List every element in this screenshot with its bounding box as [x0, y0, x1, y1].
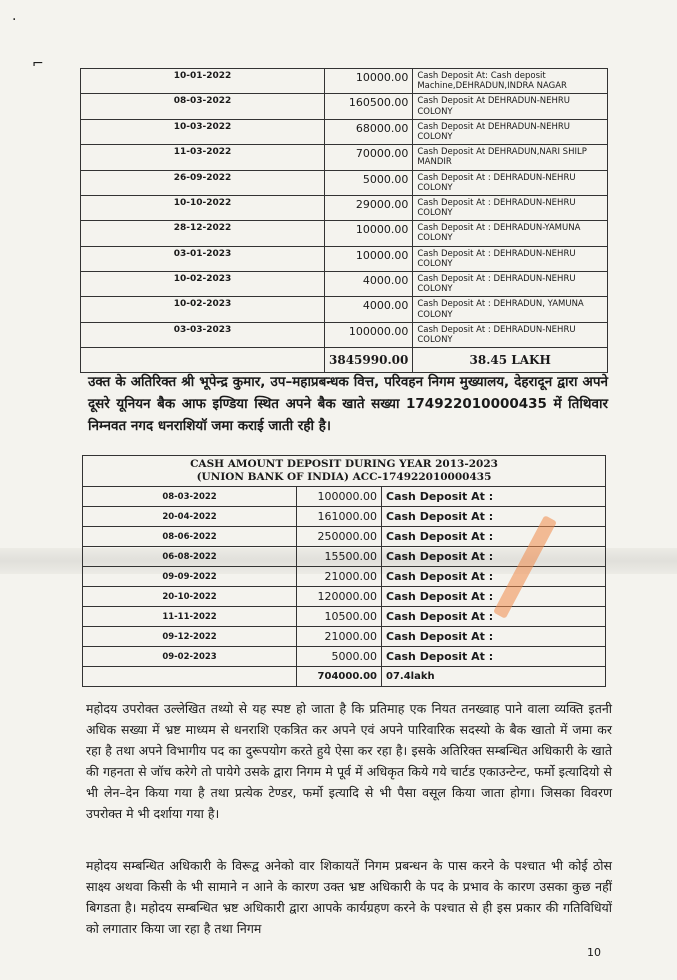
deposit-description: Cash Deposit At :: [382, 587, 606, 607]
page-number: 10: [587, 946, 601, 959]
deposit-amount: 21000.00: [297, 627, 382, 647]
deposit-date: 10-02-2023: [81, 297, 325, 322]
deposit-date: 11-11-2022: [83, 607, 297, 627]
deposit-date: 08-06-2022: [83, 527, 297, 547]
deposit-amount: 10000.00: [325, 246, 413, 271]
table-row: [81, 170, 608, 195]
deposit-description: Cash Deposit At : DEHRADUN-NEHRU COLONY: [413, 195, 608, 220]
deposit-description: Cash Deposit At :: [382, 627, 606, 647]
total-row: [83, 667, 606, 687]
deposit-description: Cash Deposit At : DEHRADUN-YAMUNA COLONY: [413, 221, 608, 246]
deposit-amount: 15500.00: [297, 547, 382, 567]
deposit-date: 06-08-2022: [83, 547, 297, 567]
deposit-date: 20-04-2022: [83, 507, 297, 527]
deposit-date: 10-01-2022: [81, 69, 325, 94]
table-row: [83, 587, 606, 607]
deposit-description: Cash Deposit At :: [382, 487, 606, 507]
deposit-description: Cash Deposit At DEHRADUN-NEHRU COLONY: [413, 94, 608, 119]
deposit-amount: 10000.00: [325, 221, 413, 246]
deposit-description: Cash Deposit At : DEHRADUN-NEHRU COLONY: [413, 246, 608, 271]
table-row: [83, 507, 606, 527]
deposit-date: 08-03-2022: [83, 487, 297, 507]
table-row: [81, 94, 608, 119]
deposit-description: Cash Deposit At DEHRADUN-NEHRU COLONY: [413, 119, 608, 144]
total-lakh: 07.4lakh: [382, 667, 606, 687]
deposit-amount: 70000.00: [325, 145, 413, 170]
deposit-date: 20-10-2022: [83, 587, 297, 607]
deposit-date: 09-09-2022: [83, 567, 297, 587]
deposit-date: 28-12-2022: [81, 221, 325, 246]
table2-heading: CASH AMOUNT DEPOSIT DURING YEAR 2013-2023 (UNION BANK OF INDIA) ACC-174922010000435: [83, 456, 606, 487]
deposit-amount: 29000.00: [325, 195, 413, 220]
deposit-amount: 100000.00: [297, 487, 382, 507]
deposit-description: Cash Deposit At :: [382, 647, 606, 667]
table-row: [83, 527, 606, 547]
total-lakh: 38.45 LAKH: [413, 348, 608, 373]
total-row: [81, 348, 608, 373]
table-row: [81, 119, 608, 144]
table-row: [81, 145, 608, 170]
deposit-amount: 10500.00: [297, 607, 382, 627]
deposit-amount: 21000.00: [297, 567, 382, 587]
table-row: [81, 272, 608, 297]
scan-mark: ·: [12, 12, 17, 28]
table-row: [83, 627, 606, 647]
deposit-amount: 10000.00: [325, 69, 413, 94]
deposit-amount: 5000.00: [297, 647, 382, 667]
deposit-description: Cash Deposit At :: [382, 607, 606, 627]
deposit-date: 03-03-2023: [81, 322, 325, 347]
deposit-description: Cash Deposit At : DEHRADUN-NEHRU COLONY: [413, 322, 608, 347]
deposit-amount: 4000.00: [325, 297, 413, 322]
deposit-amount: 250000.00: [297, 527, 382, 547]
deposit-date: 11-03-2022: [81, 145, 325, 170]
deposit-date: 10-03-2022: [81, 119, 325, 144]
analysis-paragraph: महोदय उपरोक्त उल्लेखित तथ्यो से यह स्पष्ट हो जाता है कि प्रतिमाह एक नियत तनख्वाह पाने वाला व्यक्ति इतनी अधिक सख्या में भ्रष्ट माध्यम से धनराशि एकत्रित कर अपने एवं अपने पारिवारिक सदस्यो के बैक खातो में जमा कर रहा है तथा अपने विभागीय पद का दुरूपयोग करते हुये ऐसा कर रहा है। इसके अतिरिक्त सम्बन्धित अधिकारी के खाते की गहनता से जॉच करेगे तो पायेगे उसके द्वारा निगम मे पूर्व में अधिकृत किये गये चार्टड एकाउन्टेन्ट, फर्मो इत्यादियो से भी लेन–देन किया गया है तथा प्रत्येक टेण्डर, फर्मो इत्यादि से भी पैसा वसूल किया जाता होगा। जिसका विवरण उपरोक्त मे भी दर्शाया गया है।: [86, 701, 612, 821]
deposit-date: 08-03-2022: [81, 94, 325, 119]
deposit-amount: 120000.00: [297, 587, 382, 607]
deposit-description: Cash Deposit At :: [382, 507, 606, 527]
deposit-amount: 100000.00: [325, 322, 413, 347]
deposit-description: Cash Deposit At: Cash deposit Machine,DEHRADUN,INDRA NAGAR: [413, 69, 608, 94]
intro-paragraph: उक्त के अतिरिक्त श्री भूपेन्द्र कुमार, उप–महाप्रबन्धक वित्त, परिवहन निगम मुख्यालय, देहरादून द्वारा अपने दूसरे यूनियन बैक आफ इण्डिया स्थित अपने बैक खाते सख्या 174922010000435 में तिथिवार निम्नवत नगद धनराशियॉ जमा कराई जाती रही है।: [88, 374, 608, 434]
table-row: [81, 69, 608, 94]
deposit-date: 09-12-2022: [83, 627, 297, 647]
deposit-description: Cash Deposit At :: [382, 567, 606, 587]
table-row: [83, 607, 606, 627]
deposit-date: 10-02-2023: [81, 272, 325, 297]
table-row: [81, 297, 608, 322]
table-row: [83, 487, 606, 507]
table-row: [81, 322, 608, 347]
deposit-date: 09-02-2023: [83, 647, 297, 667]
deposit-description: Cash Deposit At : DEHRADUN-NEHRU COLONY: [413, 272, 608, 297]
deposit-amount: 4000.00: [325, 272, 413, 297]
table-row: [83, 647, 606, 667]
deposit-date: 03-01-2023: [81, 246, 325, 271]
deposit-amount: 68000.00: [325, 119, 413, 144]
deposit-amount: 161000.00: [297, 507, 382, 527]
deposit-date: 26-09-2022: [81, 170, 325, 195]
table-row: [81, 195, 608, 220]
total-amount: 704000.00: [297, 667, 382, 687]
total-amount: 3845990.00: [325, 348, 413, 373]
table-row: [81, 221, 608, 246]
complaint-paragraph: महोदय सम्बन्धित अधिकारी के विरूद्व अनेको वार शिकायतें निगम प्रबन्धन के पास करने के पश्चात भी कोई ठोस साक्ष्य अथवा किसी के भी सामाने न आने के कारण उक्त भ्रष्ट अधिकारी के पद के प्रभाव के कारण उसका कुछ नहीं बिगडता है। महोदय सम्बन्धित भ्रष्ट अधिकारी द्वारा आपके कार्यग्रहण करने के पश्चात से ही इस प्रकार की गतिविधियों को लगातार किया जा रहा है तथा निगम: [86, 858, 612, 936]
deposit-description: Cash Deposit At :: [382, 527, 606, 547]
deposit-amount: 160500.00: [325, 94, 413, 119]
table-row: [81, 246, 608, 271]
deposit-description: Cash Deposit At : DEHRADUN, YAMUNA COLONY: [413, 297, 608, 322]
deposit-table-1: [80, 68, 608, 373]
deposit-description: Cash Deposit At : DEHRADUN-NEHRU COLONY: [413, 170, 608, 195]
scan-mark: ⌐: [32, 56, 44, 72]
deposit-date: 10-10-2022: [81, 195, 325, 220]
deposit-amount: 5000.00: [325, 170, 413, 195]
deposit-description: Cash Deposit At DEHRADUN,NARI SHILP MANDIR: [413, 145, 608, 170]
deposit-description: Cash Deposit At :: [382, 547, 606, 567]
